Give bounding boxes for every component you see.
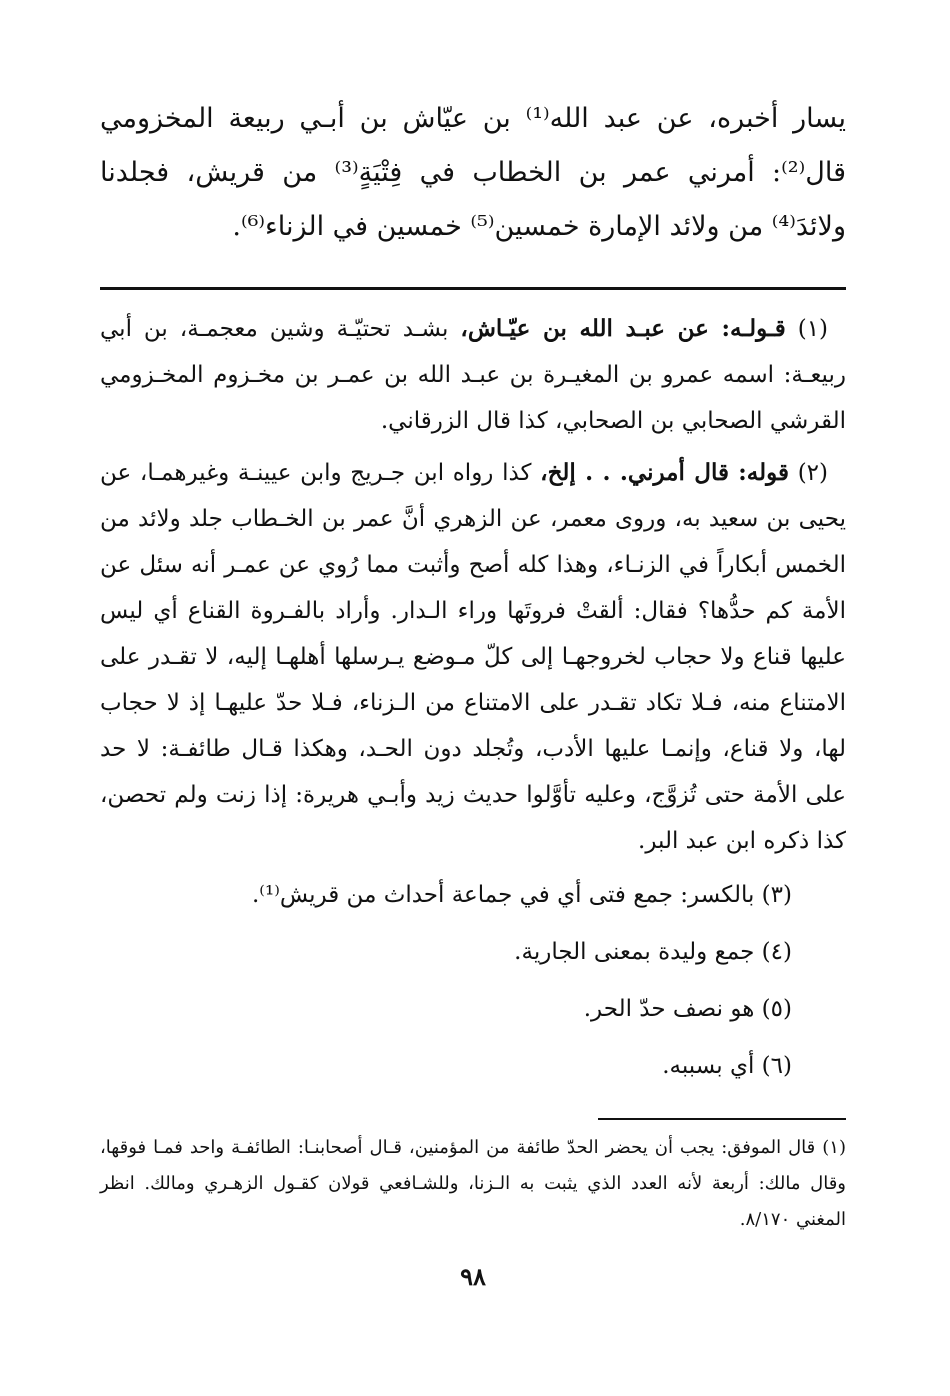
footnote-number: (١) bbox=[822, 1137, 846, 1158]
commentary-note-6 bbox=[100, 1043, 846, 1089]
note-text: كذا رواه ابن جـريج وابن عيينـة وغيرهمـا، عن يحيى بن سعيد به، وروى معمر، عن الزهري أنَّ عمر بن الخـطاب جلد ولائد من الخمس أبكاراً في الزنـاء، وهذا كله أصح وأثبت مما رُوي عن عمـر أنه سئل عن الأمة كم حدُّها؟ فقال: ألقتْ فروتَها وراء الـدار. وأراد بالفـروة القناع أي ليس عليها قناع ولا حجاب لخروجهـا إلى كلّ مـوضع يـرسلها أهلهـا إليه، لا تقـدر على الامتناع منه، فـلا تكاد تقـدر على الامتناع من الـزناء، فـلا حدّ عليهـا إذ لا حجاب لها، ولا قناع، وإنمـا عليها الأدب، وتُجلد دون الحـد، وهكذا قـال طائفـة: لا حد على الأمة حتى تُزوَّج، وعليه تأوَّلوا حديث زيد وأبـي هريرة: إذا زنت ولم تحصن، كذا ذكره ابن عبد البر. bbox=[100, 460, 846, 854]
page-number: ٩٨ bbox=[460, 1262, 486, 1291]
footnote-text: قال الموفق: يجب أن يحضر الحدّ طائفة من المؤمنين، قـال أصحابنـا: الطائفـة واحد فمـا فوقها، وقال مالك: أربعة لأنه العدد الذي يثبت به الـزنا، وللشـافعي قولان كقـول الزهـري ومالك. انظر المغني ٨/١٧٠. bbox=[100, 1137, 846, 1230]
footnote-paragraph bbox=[100, 1130, 846, 1238]
commentary-note-2 bbox=[100, 450, 846, 864]
commentary-notes bbox=[100, 306, 846, 1100]
commentary-note-5 bbox=[100, 986, 846, 1032]
note-text: هو نصف حدّ الحر. bbox=[583, 996, 755, 1022]
footnote-separator-rule bbox=[598, 1118, 846, 1120]
page bbox=[100, 0, 846, 1396]
main-separator-rule bbox=[100, 287, 846, 290]
commentary-note-1 bbox=[100, 306, 846, 444]
note-text: بالكسر: جمع فتى أي في جماعة أحداث من قريش⁽¹⁾. bbox=[251, 882, 755, 908]
note-text: بشـد تحتيّـة وشين معجمـة، بن أبي ربيعـة: اسمه عمرو بن المغيـرة بن عبـد الله بن عمـر بن مخـزوم المخـزومي القرشي الصحابي بن الصحابي، كذا قال الزرقاني. bbox=[100, 316, 846, 434]
note-lemma: قوله: قال أمرني. . . إلخ، bbox=[540, 459, 790, 486]
commentary-note-3 bbox=[100, 872, 846, 918]
main-text-block bbox=[100, 92, 846, 254]
main-paragraph: يسار أخبره، عن عبد الله⁽¹⁾ بن عيّاش بن أبـي ربيعة المخزومي قال⁽²⁾: أمرني عمر بن الخطاب في فِتْيَةٍ⁽³⁾ من قريش، فجلدنا ولائدَ⁽⁴⁾ من ولائد الإمارة خمسين⁽⁵⁾ خمسين في الزناء⁽⁶⁾. bbox=[100, 103, 846, 242]
note-number: (٥) bbox=[761, 996, 792, 1022]
note-text: أي بسببه. bbox=[662, 1053, 755, 1079]
note-number: (١) bbox=[797, 316, 829, 342]
commentary-note-4 bbox=[100, 929, 846, 975]
note-text: جمع وليدة بمعنى الجارية. bbox=[514, 939, 755, 965]
editor-footnote bbox=[100, 1130, 846, 1238]
note-number: (٣) bbox=[761, 882, 792, 908]
note-number: (٢) bbox=[797, 460, 829, 486]
note-number: (٦) bbox=[761, 1053, 792, 1079]
note-lemma: قـولـه: عن عبـد الله بن عيّـاش، bbox=[460, 315, 786, 342]
note-number: (٤) bbox=[761, 939, 792, 965]
